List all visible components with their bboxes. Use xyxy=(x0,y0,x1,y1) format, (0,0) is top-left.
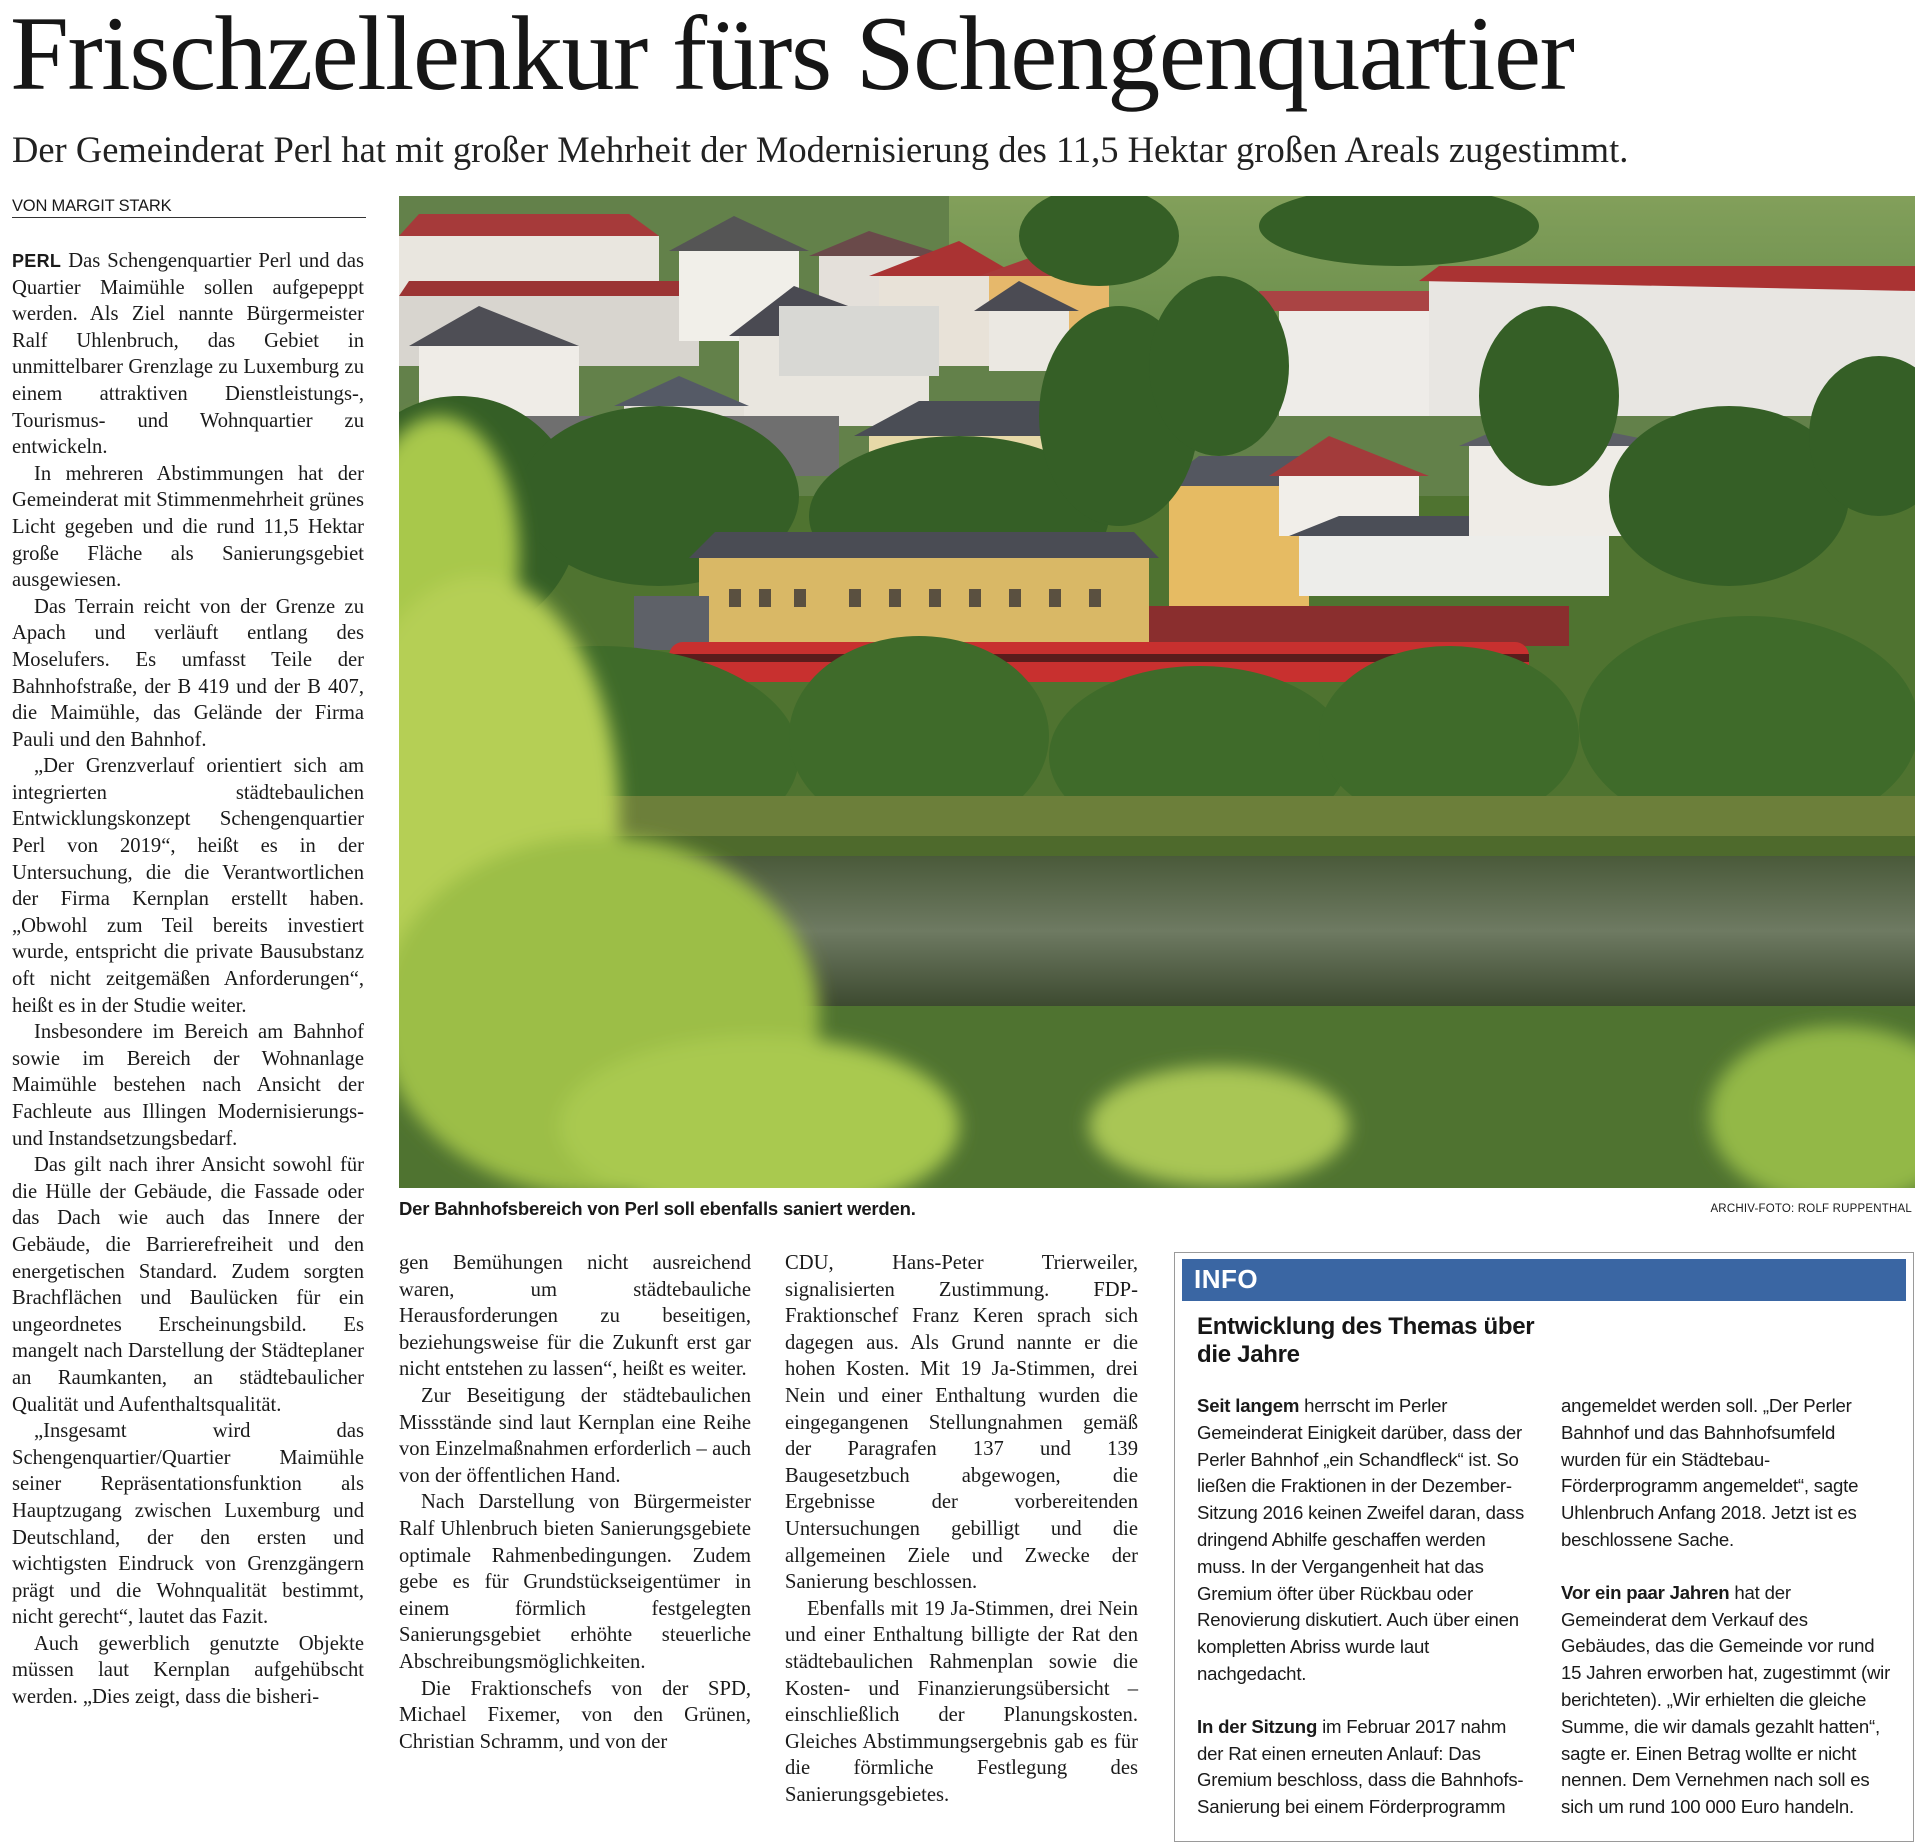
paragraph: Ebenfalls mit 19 Ja-Stimmen, drei Nein und einer Enthaltung billigte der Rat den städtebaulichen Rahmenplan sowie die Kosten- und Finanzierungsübersicht – einschließlich der Planungskosten. Gleiches Abstimmungsergebnis gab es für die förmliche Festlegung des Sanierungsgebietes. xyxy=(785,1597,1138,1806)
article-column-3 xyxy=(785,1250,1138,1808)
paragraph: Zur Beseitigung der städtebaulichen Missstände sind laut Kernplan eine Reihe von Einzelmaßnahmen erforderlich – auch von der öffentlichen Hand. xyxy=(399,1384,751,1487)
info-paragraph xyxy=(1561,1580,1897,1821)
photo-perl-station-landscape xyxy=(399,196,1915,1188)
paragraph xyxy=(12,248,364,461)
paragraph: Insbesondere im Bereich am Bahnhof sowie im Bereich der Wohnanlage Maimühle bestehen nach Ansicht der Fachleute aus Illingen Modernisierungs- und Instandsetzungsbedarf. xyxy=(12,1021,364,1150)
dateline: PERL xyxy=(12,251,62,271)
info-label: INFO xyxy=(1194,1264,1259,1294)
article-photo xyxy=(399,196,1915,1188)
byline: VON MARGIT STARK xyxy=(12,196,366,218)
info-box xyxy=(1174,1252,1914,1842)
info-header-bar xyxy=(1182,1259,1906,1301)
paragraph: Das gilt nach ihrer Ansicht sowohl für die Hülle der Gebäude, die Fassade oder das Dach wie auch das Innere der Gebäude, die Barrierefreiheit und den energetischen Standard. Zudem sorgten Brachflächen und Baulücken für ein ungeordnetes Erscheinungsbild. Es mangelt nach Darstellung der Städteplaner an Raumkanten, an städtebaulicher Qualität und Aufenthaltsqualität. xyxy=(12,1154,364,1416)
paragraph: Auch gewerblich genutzte Objekte müssen laut Kernplan aufgehübscht werden. „Dies zeigt, dass die bisheri- xyxy=(12,1632,364,1709)
paragraph: gen Bemühungen nicht ausreichend waren, um städtebauliche Herausforderungen zu beseitigen, beziehungsweise für die Zukunft erst gar nicht entstehen zu lassen“, heißt es weiter. xyxy=(399,1252,751,1381)
info-text: im Februar 2017 nahm der Rat einen erneuten Anlauf: Das Gremium beschloss, dass die Bahnhofs-Sanierung bei einem Förderprogramm angemeldet werden soll. „Der Perler Bahnhof und das Bahnhofsumfeld wurden für ein Städtebau-Förderprogramm angemeldet“, sagte Uhlenbruch Anfang 2018. Jetzt ist es beschlossene Sache. xyxy=(1197,1395,1859,1818)
info-lead: Seit langem xyxy=(1197,1395,1300,1416)
paragraph: Nach Darstellung von Bürgermeister Ralf Uhlenbruch bieten Sanierungsgebiete optimale Rahmenbedingungen. Zudem gebe es für Grundstückseigentümer in einem förmlich festgelegten Sanierungsgebiet erhöhte steuerliche Abschreibungsmöglichkeiten. xyxy=(399,1491,751,1673)
article-column-2 xyxy=(399,1250,751,1755)
info-body xyxy=(1197,1393,1897,1833)
paragraph: „Insgesamt wird das Schengenquartier/Quartier Maimühle seiner Repräsentationsfunktion als Hauptzugang zwischen Luxemburg und Deutschland, der den ersten und wichtigsten Eindruck von Grenzgängern prägt und die Wohnqualität bestimmt, nicht gerecht“, lautet das Fazit. xyxy=(12,1420,364,1629)
info-lead: Vor ein paar Jahren xyxy=(1561,1581,1730,1603)
info-title: Entwicklung des Themas über die Jahre xyxy=(1197,1313,1535,1368)
paragraph-text: Das Schengenquartier Perl und das Quartier Maimühle sollen aufgepeppt werden. Als Ziel nannte Bürgermeister Ralf Uhlenbruch, das Gebiet in unmittelbarer Grenzlage zu Luxemburg zu einem attraktiven Dienstleistungs-, Tourismus- und Wohnquartier zu entwickeln. xyxy=(12,250,364,459)
headline: Frischzellenkur fürs Schengenquartier xyxy=(10,0,1574,112)
info-text: hat der Gemeinderat dem Verkauf des Gebäudes, das die Gemeinde vor rund 15 Jahren erworben hat, zugestimmt (wir berichteten). „Wir erhielten die gleiche Summe, die wir damals gezahlt hatten“, sagte er. Einen Betrag wollte er nicht nennen. Dem Vernehmen nach soll es sich um rund 100 000 Euro handeln. xyxy=(1561,1581,1891,1818)
paragraph: Das Terrain reicht von der Grenze zu Apach und verläuft entlang des Moselufers. Es umfasst Teile der Bahnhofstraße, der B 419 und der B 407, die Maimühle, das Gelände der Firma Pauli und den Bahnhof. xyxy=(12,595,364,751)
paragraph: CDU, Hans-Peter Trierweiler, signalisierten Zustimmung. FDP-Fraktionschef Franz Keren sprach sich dagegen aus. Als Grund nannte er die hohen Kosten. Mit 19 Ja-Stimmen, drei Nein und einer Enthaltung wurden die eingegangenen Stellungnahmen gemäß der Paragrafen 137 und 139 Baugesetzbuch abgewogen, die Ergebnisse der vorbereitenden Untersuchungen gebilligt und die allgemeinen Ziele und Zwecke der Sanierung beschlossen. xyxy=(785,1252,1138,1594)
paragraph: „Der Grenzverlauf orientiert sich am integrierten städtebaulichen Entwicklungskonzept Schengenquartier Perl von 2019“, heißt es in der Untersuchung, die die Verantwortlichen der Firma Kernplan erstellt haben. „Obwohl zum Teil bereits investiert wurde, entspricht die private Bausubstanz oft nicht zeitgemäßen Anforderungen“, heißt es in der Studie weiter. xyxy=(12,755,364,1017)
photo-caption: Der Bahnhofsbereich von Perl soll ebenfalls saniert werden. xyxy=(399,1198,916,1219)
info-text: herrscht im Perler Gemeinderat Einigkeit darüber, dass der Perler Bahnhof „ein Schandfleck“ ist. So ließen die Fraktionen in der Dezember-Sitzung 2016 keinen Zweifel daran, dass dringend Abhilfe geschaffen werden muss. In der Vergangenheit hat das Gremium öfter über Rückbau oder Renovierung diskutiert. Auch über einen kompletten Abriss wurde laut nachgedacht. xyxy=(1197,1395,1525,1684)
paragraph: Die Fraktionschefs von der SPD, Michael Fixemer, von den Grünen, Christian Schramm, und von der xyxy=(399,1677,751,1753)
info-paragraph xyxy=(1197,1393,1533,1688)
article-column-1 xyxy=(12,248,364,1711)
station-building xyxy=(634,532,1159,650)
paragraph: In mehreren Abstimmungen hat der Gemeinderat mit Stimmenmehrheit grünes Licht gegeben und die rund 11,5 Hektar große Fläche als Sanierungsgebiet ausgewiesen. xyxy=(12,462,364,592)
subheadline: Der Gemeinderat Perl hat mit großer Mehrheit der Modernisierung des 11,5 Hektar großen Areals zugestimmt. xyxy=(12,129,1629,170)
photo-credit: ARCHIV-FOTO: ROLF RUPPENTHAL xyxy=(1710,1203,1912,1215)
info-lead: In der Sitzung xyxy=(1197,1715,1318,1737)
